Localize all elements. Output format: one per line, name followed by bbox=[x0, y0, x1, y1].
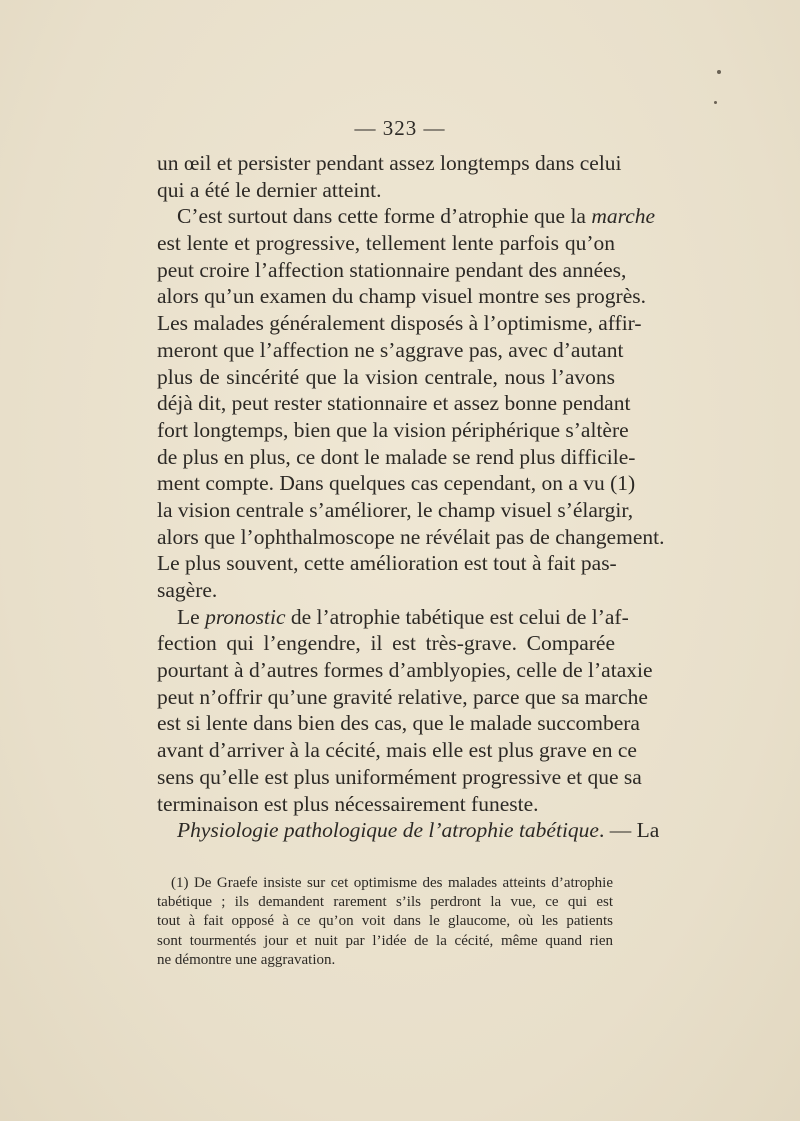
text-line: est si lente dans bien des cas, que le malade succombera bbox=[157, 711, 640, 736]
text-line: un œil et persister pendant assez longtemps dans celui bbox=[157, 151, 622, 175]
text-line: Les malades généralement disposés à l’optimisme, affir- bbox=[157, 311, 642, 336]
text-line: alors que l’ophthalmoscope ne révélait pas de changement. bbox=[157, 524, 665, 549]
text-line: peut croire l’affection stationnaire pendant des années, bbox=[157, 257, 627, 282]
text-line: déjà dit, peut rester stationnaire et assez bonne pendant bbox=[157, 391, 631, 416]
text-line: plus de sincérité que la vision centrale, nous l’avons bbox=[157, 364, 615, 389]
footnote-line: tout à fait opposé à ce qu’on voit dans le glaucome, où les patients bbox=[157, 913, 613, 930]
text-line: fection qui l’engendre, il est très-grave. Comparée bbox=[157, 631, 615, 656]
text-line: Le plus souvent, cette amélioration est tout à fait pas- bbox=[157, 551, 617, 576]
text-line: Physiologie pathologique de l’atrophie tabétique. — La bbox=[177, 818, 660, 843]
body-text bbox=[157, 150, 665, 844]
text-line: fort longtemps, bien que la vision périphérique s’altère bbox=[157, 417, 629, 442]
text-line: sens qu’elle est plus uniformément progressive et que sa bbox=[157, 764, 642, 789]
text-line: meront que l’affection ne s’aggrave pas, avec d’autant bbox=[157, 337, 624, 362]
footnote-line: ne démontre une aggravation. bbox=[157, 951, 336, 968]
paper-speck bbox=[714, 101, 717, 104]
text-line: la vision centrale s’améliorer, le champ visuel s’élargir, bbox=[157, 497, 634, 522]
text-line: sagère. bbox=[157, 578, 218, 602]
footnote-line: sont tourmentés jour et nuit par l’idée de la cécité, même quand rien bbox=[157, 932, 613, 949]
text-line: peut n’offrir qu’une gravité relative, parce que sa marche bbox=[157, 684, 648, 709]
text-line: alors qu’un examen du champ visuel montre ses progrès. bbox=[157, 284, 646, 309]
text-line: Le pronostic de l’atrophie tabétique est celui de l’af- bbox=[177, 604, 629, 629]
footnote bbox=[157, 874, 613, 970]
text-line: qui a été le dernier atteint. bbox=[157, 177, 382, 202]
text-line: de plus en plus, ce dont le malade se rend plus difficile- bbox=[157, 444, 636, 469]
text-line: terminaison est plus nécessairement funeste. bbox=[157, 791, 539, 816]
footnote-line: (1) De Graefe insiste sur cet optimisme des malades atteints d’atrophie bbox=[171, 875, 613, 891]
text-line: avant d’arriver à la cécité, mais elle est plus grave en ce bbox=[157, 738, 637, 763]
paper-speck bbox=[717, 70, 721, 74]
text-line: est lente et progressive, tellement lente parfois qu’on bbox=[157, 231, 615, 256]
page-number: — 323 — bbox=[354, 116, 446, 140]
text-line: ment compte. Dans quelques cas cependant, on a vu (1) bbox=[157, 471, 636, 496]
text-line: pourtant à d’autres formes d’amblyopies, celle de l’ataxie bbox=[157, 658, 653, 683]
text-line: C’est surtout dans cette forme d’atrophie que la marche bbox=[177, 204, 656, 229]
footnote-line: tabétique ; ils demandent rarement s’ils perdront la vue, ce qui est bbox=[157, 894, 613, 911]
